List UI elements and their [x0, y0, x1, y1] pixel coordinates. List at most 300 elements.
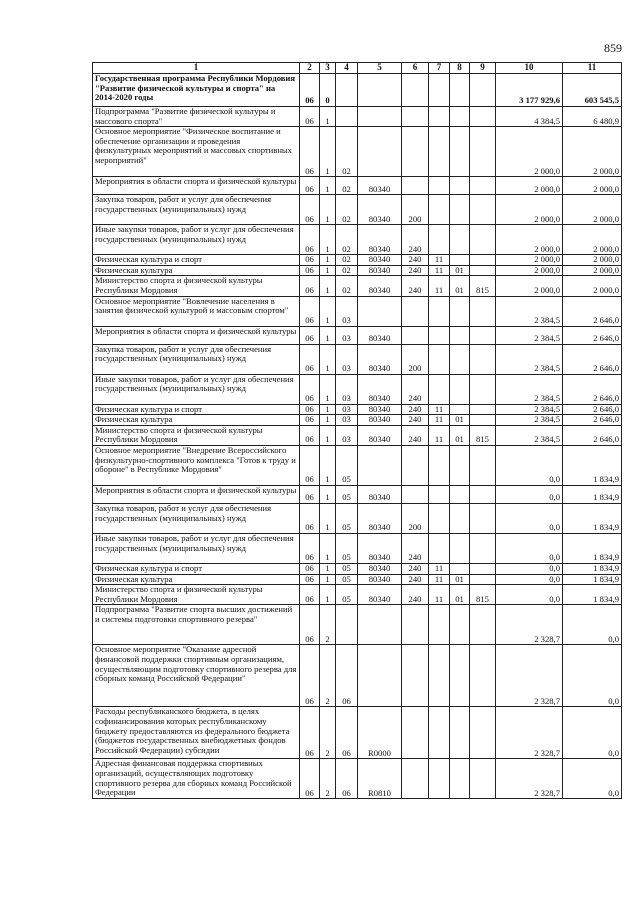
classification-code-cell: 01	[450, 265, 470, 276]
amount-cell: 4 384,5	[496, 107, 563, 127]
classification-code-cell: 06	[300, 485, 320, 503]
table-row	[93, 74, 622, 107]
amount-cell: 2 000,0	[496, 265, 563, 276]
amount-cell: 0,0	[563, 759, 622, 799]
expense-item-name: Физическая культура	[93, 265, 300, 276]
classification-code-cell: 03	[336, 404, 358, 415]
amount-cell: 2 384,5	[496, 425, 563, 445]
amount-cell: 0,0	[496, 445, 563, 485]
classification-code-cell	[450, 225, 470, 255]
classification-code-cell	[429, 296, 450, 326]
classification-code-cell	[470, 759, 496, 799]
expense-item-name: Основное мероприятие "Физическое воспитание и обеспечение организации и проведения физкультурных мероприятий и массовых спортивных мероприятий"	[93, 127, 300, 177]
classification-code-cell: 11	[429, 425, 450, 445]
classification-code-cell: 03	[336, 326, 358, 344]
classification-code-cell: 06	[300, 533, 320, 563]
classification-code-cell	[429, 326, 450, 344]
column-header: 4	[336, 63, 358, 74]
column-header: 8	[450, 63, 470, 74]
amount-cell: 2 646,0	[563, 296, 622, 326]
classification-code-cell	[470, 563, 496, 574]
classification-code-cell: 06	[300, 276, 320, 296]
classification-code-cell: 80340	[358, 485, 402, 503]
classification-code-cell: 80340	[358, 326, 402, 344]
classification-code-cell: 80340	[358, 425, 402, 445]
classification-code-cell	[358, 107, 402, 127]
classification-code-cell: 1	[320, 296, 336, 326]
classification-code-cell: 200	[402, 503, 429, 533]
column-header: 7	[429, 63, 450, 74]
amount-cell: 0,0	[563, 707, 622, 759]
classification-code-cell: 02	[336, 225, 358, 255]
expense-item-name: Государственная программа Республики Мордовия "Развитие физической культуры и спорта" на 2014-2020 годы	[93, 74, 300, 107]
classification-code-cell: 1	[320, 276, 336, 296]
classification-code-cell: 11	[429, 563, 450, 574]
classification-code-cell	[470, 195, 496, 225]
classification-code-cell	[470, 177, 496, 195]
classification-code-cell: 80340	[358, 177, 402, 195]
amount-cell: 0,0	[496, 503, 563, 533]
classification-code-cell	[450, 177, 470, 195]
classification-code-cell	[429, 645, 450, 707]
classification-code-cell	[450, 563, 470, 574]
classification-code-cell	[450, 605, 470, 645]
classification-code-cell: 06	[300, 425, 320, 445]
expense-item-name: Подпрограмма "Развитие физической культуры и массового спорта"	[93, 107, 300, 127]
column-header: 5	[358, 63, 402, 74]
classification-code-cell: 1	[320, 107, 336, 127]
amount-cell: 2 000,0	[496, 276, 563, 296]
classification-code-cell: 01	[450, 585, 470, 605]
classification-code-cell	[470, 574, 496, 585]
classification-code-cell	[450, 255, 470, 266]
expense-item-name: Министерство спорта и физической культуры Республики Мордовия	[93, 425, 300, 445]
classification-code-cell	[429, 74, 450, 107]
amount-cell: 1 834,9	[563, 563, 622, 574]
amount-cell: 2 646,0	[563, 326, 622, 344]
classification-code-cell: 1	[320, 255, 336, 266]
classification-code-cell: 2	[320, 707, 336, 759]
classification-code-cell	[429, 485, 450, 503]
budget-table	[92, 62, 622, 799]
classification-code-cell: 06	[300, 296, 320, 326]
classification-code-cell: 06	[300, 225, 320, 255]
classification-code-cell: 02	[336, 195, 358, 225]
classification-code-cell	[358, 296, 402, 326]
classification-code-cell: 1	[320, 563, 336, 574]
classification-code-cell: 200	[402, 195, 429, 225]
classification-code-cell: 815	[470, 276, 496, 296]
amount-cell: 2 384,5	[496, 344, 563, 374]
table-row	[93, 374, 622, 404]
classification-code-cell	[450, 74, 470, 107]
classification-code-cell	[470, 533, 496, 563]
classification-code-cell	[470, 127, 496, 177]
classification-code-cell	[450, 707, 470, 759]
amount-cell: 0,0	[563, 605, 622, 645]
classification-code-cell	[470, 265, 496, 276]
expense-item-name: Основное мероприятие "Вовлечение населения в занятия физической культурой и массовым спортом"	[93, 296, 300, 326]
classification-code-cell	[470, 326, 496, 344]
classification-code-cell: 06	[336, 645, 358, 707]
classification-code-cell: 01	[450, 574, 470, 585]
classification-code-cell	[402, 605, 429, 645]
classification-code-cell	[429, 374, 450, 404]
classification-code-cell: 11	[429, 585, 450, 605]
classification-code-cell: 1	[320, 445, 336, 485]
classification-code-cell	[402, 107, 429, 127]
classification-code-cell: 11	[429, 415, 450, 426]
classification-code-cell: 02	[336, 127, 358, 177]
classification-code-cell: 240	[402, 563, 429, 574]
amount-cell: 2 384,5	[496, 374, 563, 404]
table-row	[93, 707, 622, 759]
classification-code-cell: 240	[402, 404, 429, 415]
classification-code-cell: 2	[320, 759, 336, 799]
classification-code-cell: 0	[320, 74, 336, 107]
classification-code-cell: 01	[450, 425, 470, 445]
classification-code-cell	[402, 485, 429, 503]
amount-cell: 2 384,5	[496, 415, 563, 426]
classification-code-cell: 05	[336, 485, 358, 503]
amount-cell: 0,0	[563, 645, 622, 707]
expense-item-name: Мероприятия в области спорта и физической культуры	[93, 485, 300, 503]
table-row	[93, 605, 622, 645]
amount-cell: 2 000,0	[563, 127, 622, 177]
classification-code-cell: 03	[336, 425, 358, 445]
classification-code-cell: 1	[320, 177, 336, 195]
classification-code-cell: 05	[336, 503, 358, 533]
classification-code-cell	[336, 74, 358, 107]
classification-code-cell	[450, 326, 470, 344]
expense-item-name: Министерство спорта и физической культуры Республики Мордовия	[93, 276, 300, 296]
classification-code-cell	[429, 445, 450, 485]
column-header: 3	[320, 63, 336, 74]
table-row	[93, 503, 622, 533]
amount-cell: 1 834,9	[563, 533, 622, 563]
amount-cell: 2 328,7	[496, 605, 563, 645]
classification-code-cell	[402, 445, 429, 485]
classification-code-cell: 06	[300, 374, 320, 404]
expense-item-name: Адресная финансовая поддержка спортивных организаций, осуществляющих подготовку спортивного резерва для сборных команд Российской Федерации	[93, 759, 300, 799]
table-row	[93, 326, 622, 344]
expense-item-name: Министерство спорта и физической культуры Республики Мордовия	[93, 585, 300, 605]
expense-item-name: Мероприятия в области спорта и физической культуры	[93, 326, 300, 344]
classification-code-cell: 2	[320, 605, 336, 645]
classification-code-cell	[470, 296, 496, 326]
classification-code-cell	[429, 533, 450, 563]
table-row	[93, 107, 622, 127]
classification-code-cell: 1	[320, 585, 336, 605]
classification-code-cell: 02	[336, 276, 358, 296]
table-header-row	[93, 63, 622, 74]
classification-code-cell: 815	[470, 585, 496, 605]
classification-code-cell: 11	[429, 276, 450, 296]
classification-code-cell	[429, 107, 450, 127]
page-number: 859	[604, 41, 622, 55]
expense-item-name: Физическая культура и спорт	[93, 563, 300, 574]
classification-code-cell: 05	[336, 445, 358, 485]
classification-code-cell	[470, 374, 496, 404]
classification-code-cell: 80340	[358, 404, 402, 415]
classification-code-cell	[358, 645, 402, 707]
amount-cell: 2 384,5	[496, 404, 563, 415]
classification-code-cell: 06	[300, 605, 320, 645]
classification-code-cell: 240	[402, 255, 429, 266]
classification-code-cell	[402, 759, 429, 799]
classification-code-cell: 1	[320, 344, 336, 374]
expense-item-name: Мероприятия в области спорта и физической культуры	[93, 177, 300, 195]
classification-code-cell	[358, 445, 402, 485]
classification-code-cell: 11	[429, 255, 450, 266]
table-row	[93, 574, 622, 585]
classification-code-cell: 02	[336, 255, 358, 266]
table-row	[93, 415, 622, 426]
table-row	[93, 177, 622, 195]
classification-code-cell	[429, 503, 450, 533]
table-row	[93, 445, 622, 485]
classification-code-cell: 80340	[358, 225, 402, 255]
column-header: 6	[402, 63, 429, 74]
amount-cell: 6 480,9	[563, 107, 622, 127]
classification-code-cell: 11	[429, 265, 450, 276]
classification-code-cell	[450, 195, 470, 225]
classification-code-cell	[429, 344, 450, 374]
classification-code-cell: 1	[320, 415, 336, 426]
classification-code-cell	[429, 707, 450, 759]
amount-cell: 1 834,9	[563, 445, 622, 485]
classification-code-cell: 80340	[358, 533, 402, 563]
table-row	[93, 404, 622, 415]
classification-code-cell	[450, 533, 470, 563]
amount-cell: 2 000,0	[563, 255, 622, 266]
classification-code-cell: 06	[300, 415, 320, 426]
classification-code-cell: 240	[402, 225, 429, 255]
amount-cell: 2 328,7	[496, 707, 563, 759]
classification-code-cell: 06	[336, 759, 358, 799]
classification-code-cell	[450, 404, 470, 415]
expense-item-name: Основное мероприятие "Внедрение Всероссийского физкультурно-спортивного комплекса "Готов к труду и обороне" в Республике Мордовия"	[93, 445, 300, 485]
classification-code-cell: 1	[320, 195, 336, 225]
table-row	[93, 255, 622, 266]
classification-code-cell	[450, 503, 470, 533]
classification-code-cell	[450, 374, 470, 404]
classification-code-cell	[402, 326, 429, 344]
column-header: 9	[470, 63, 496, 74]
classification-code-cell: 80340	[358, 374, 402, 404]
table-row	[93, 344, 622, 374]
classification-code-cell: 80340	[358, 195, 402, 225]
classification-code-cell: 05	[336, 533, 358, 563]
expense-item-name: Подпрограмма "Развитие спорта высших достижений и системы подготовки спортивного резерва"	[93, 605, 300, 645]
classification-code-cell: 06	[300, 326, 320, 344]
amount-cell: 0,0	[496, 574, 563, 585]
classification-code-cell	[450, 759, 470, 799]
classification-code-cell: 1	[320, 374, 336, 404]
amount-cell: 2 646,0	[563, 374, 622, 404]
expense-item-name: Физическая культура и спорт	[93, 255, 300, 266]
table-row	[93, 533, 622, 563]
classification-code-cell	[402, 127, 429, 177]
expense-item-name: Физическая культура	[93, 574, 300, 585]
amount-cell: 2 328,7	[496, 759, 563, 799]
table-row	[93, 225, 622, 255]
amount-cell: 2 646,0	[563, 404, 622, 415]
classification-code-cell: 240	[402, 533, 429, 563]
table-row	[93, 563, 622, 574]
classification-code-cell: 03	[336, 415, 358, 426]
table-row	[93, 759, 622, 799]
classification-code-cell: 06	[300, 585, 320, 605]
classification-code-cell	[358, 605, 402, 645]
classification-code-cell: 11	[429, 574, 450, 585]
classification-code-cell	[429, 605, 450, 645]
classification-code-cell: 80340	[358, 276, 402, 296]
table-row	[93, 645, 622, 707]
classification-code-cell: 06	[300, 255, 320, 266]
classification-code-cell: 80340	[358, 563, 402, 574]
expense-item-name: Закупка товаров, работ и услуг для обеспечения государственных (муниципальных) нужд	[93, 344, 300, 374]
classification-code-cell	[429, 127, 450, 177]
classification-code-cell: 80340	[358, 265, 402, 276]
amount-cell: 2 000,0	[496, 127, 563, 177]
classification-code-cell: 06	[300, 195, 320, 225]
classification-code-cell	[402, 707, 429, 759]
classification-code-cell	[470, 605, 496, 645]
classification-code-cell: 02	[336, 177, 358, 195]
expense-item-name: Иные закупки товаров, работ и услуг для обеспечения государственных (муниципальных) нужд	[93, 225, 300, 255]
amount-cell: 2 646,0	[563, 425, 622, 445]
amount-cell: 0,0	[496, 563, 563, 574]
classification-code-cell	[470, 74, 496, 107]
classification-code-cell	[470, 645, 496, 707]
classification-code-cell: 06	[300, 74, 320, 107]
table-body	[93, 74, 622, 799]
classification-code-cell: 1	[320, 425, 336, 445]
classification-code-cell	[470, 107, 496, 127]
expense-item-name: Закупка товаров, работ и услуг для обеспечения государственных (муниципальных) нужд	[93, 503, 300, 533]
classification-code-cell	[450, 485, 470, 503]
classification-code-cell	[470, 404, 496, 415]
amount-cell: 1 834,9	[563, 585, 622, 605]
classification-code-cell: 06	[300, 645, 320, 707]
classification-code-cell: 1	[320, 127, 336, 177]
classification-code-cell	[470, 344, 496, 374]
classification-code-cell	[402, 177, 429, 195]
classification-code-cell: 06	[300, 707, 320, 759]
classification-code-cell: 80340	[358, 415, 402, 426]
table-row	[93, 485, 622, 503]
column-header: 10	[496, 63, 563, 74]
classification-code-cell: 1	[320, 503, 336, 533]
amount-cell: 2 000,0	[563, 195, 622, 225]
classification-code-cell	[450, 445, 470, 485]
classification-code-cell: 240	[402, 276, 429, 296]
amount-cell: 2 328,7	[496, 645, 563, 707]
amount-cell: 2 000,0	[496, 225, 563, 255]
table-row	[93, 425, 622, 445]
classification-code-cell	[402, 74, 429, 107]
amount-cell: 2 646,0	[563, 344, 622, 374]
classification-code-cell	[470, 503, 496, 533]
classification-code-cell: 1	[320, 404, 336, 415]
classification-code-cell	[450, 127, 470, 177]
classification-code-cell: 03	[336, 296, 358, 326]
classification-code-cell: 06	[300, 574, 320, 585]
classification-code-cell	[470, 707, 496, 759]
classification-code-cell: 240	[402, 585, 429, 605]
table-row	[93, 195, 622, 225]
classification-code-cell	[470, 225, 496, 255]
classification-code-cell	[429, 225, 450, 255]
classification-code-cell: 200	[402, 344, 429, 374]
classification-code-cell: 05	[336, 574, 358, 585]
classification-code-cell: 80340	[358, 585, 402, 605]
table-row	[93, 585, 622, 605]
classification-code-cell: 240	[402, 415, 429, 426]
classification-code-cell: 03	[336, 344, 358, 374]
amount-cell: 2 384,5	[496, 296, 563, 326]
amount-cell: 2 000,0	[496, 255, 563, 266]
classification-code-cell: 06	[300, 404, 320, 415]
expense-item-name: Расходы республиканского бюджета, в целях софинансирования которых республиканскому бюджету предоставляются из федерального бюджета (бюджетов государственных внебюджетных фондов Российской Федерации) субсидии	[93, 707, 300, 759]
classification-code-cell: 2	[320, 645, 336, 707]
table-row	[93, 127, 622, 177]
classification-code-cell: 80340	[358, 255, 402, 266]
amount-cell: 2 000,0	[563, 265, 622, 276]
amount-cell: 2 646,0	[563, 415, 622, 426]
amount-cell: 0,0	[496, 485, 563, 503]
classification-code-cell: 06	[300, 107, 320, 127]
table-row	[93, 296, 622, 326]
classification-code-cell: 1	[320, 574, 336, 585]
amount-cell: 2 000,0	[496, 177, 563, 195]
classification-code-cell: 80340	[358, 574, 402, 585]
classification-code-cell: 01	[450, 276, 470, 296]
classification-code-cell: R0000	[358, 707, 402, 759]
classification-code-cell	[358, 127, 402, 177]
classification-code-cell: 06	[300, 445, 320, 485]
column-header: 2	[300, 63, 320, 74]
amount-cell: 2 000,0	[563, 225, 622, 255]
classification-code-cell: R0810	[358, 759, 402, 799]
classification-code-cell	[402, 645, 429, 707]
classification-code-cell	[470, 255, 496, 266]
classification-code-cell: 06	[336, 707, 358, 759]
expense-item-name: Иные закупки товаров, работ и услуг для обеспечения государственных (муниципальных) нужд	[93, 533, 300, 563]
classification-code-cell: 01	[450, 415, 470, 426]
classification-code-cell: 240	[402, 374, 429, 404]
table-row	[93, 265, 622, 276]
classification-code-cell: 06	[300, 563, 320, 574]
classification-code-cell: 06	[300, 344, 320, 374]
amount-cell: 1 834,9	[563, 503, 622, 533]
amount-cell: 1 834,9	[563, 574, 622, 585]
amount-cell: 2 384,5	[496, 326, 563, 344]
amount-cell: 0,0	[496, 585, 563, 605]
classification-code-cell	[429, 759, 450, 799]
amount-cell: 1 834,9	[563, 485, 622, 503]
classification-code-cell	[450, 107, 470, 127]
expense-item-name: Физическая культура	[93, 415, 300, 426]
classification-code-cell: 06	[300, 127, 320, 177]
classification-code-cell: 05	[336, 585, 358, 605]
classification-code-cell: 11	[429, 404, 450, 415]
classification-code-cell: 80340	[358, 344, 402, 374]
classification-code-cell: 1	[320, 485, 336, 503]
classification-code-cell: 1	[320, 225, 336, 255]
classification-code-cell: 06	[300, 759, 320, 799]
